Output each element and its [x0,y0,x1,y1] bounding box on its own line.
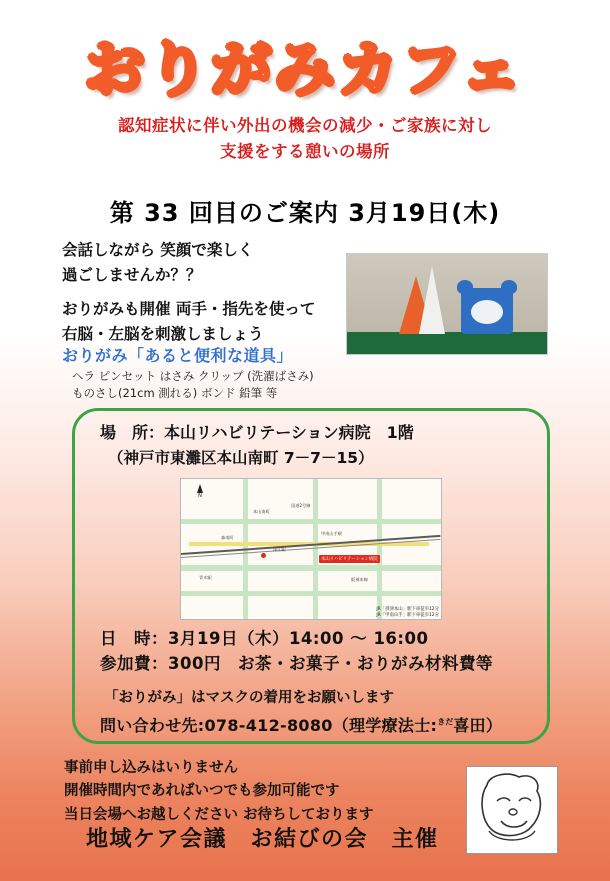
map-label-2: 国道2号線 [291,503,311,508]
note-line-3: 当日会場へお越しください お待ちしております [64,806,374,823]
photo-green-mat [347,332,547,354]
lead-line-2: 過ごしませんか？？ [62,266,202,285]
mascot-face-icon [467,767,555,851]
map-north-indicator [197,484,203,499]
event-datetime: 日 時：3月19日（木）14:00 ～ 16:00 [100,629,429,648]
origami-white-figure [419,266,445,334]
lead-line-1: 会話しながら 笑顔で楽しく [62,241,254,259]
map-footnote-line-2: JR「甲南山手」駅下車徒歩12分 [376,612,439,618]
map-hospital-callout: 本山リハビリテーション病院 [321,557,378,562]
map-station-marker [261,553,266,558]
map-label-1: 甲南山手駅 [321,531,342,536]
organizer-line: 地域ケア会議 お結びの会 主催 [86,827,439,852]
map-label-5: 青木駅 [199,575,212,580]
bottom-notes [64,757,464,827]
venue-address: （神戸市東灘区本山南町 7－7－15） [108,448,374,467]
lead-text-block [62,238,362,288]
page-title: おりがみカフェ [85,35,525,104]
poster-subtitle [0,113,610,164]
activity-line-2: 右脳・左脳を刺激しましょう [62,325,264,344]
origami-panda-face [471,300,503,324]
subtitle-line-1: 認知症状に伴い外出の機会の減少・ご家族に対し [118,116,492,135]
origami-photo [346,253,548,355]
tools-line-2: ものさし(21cm 測れる) ボンド 鉛筆 等 [72,386,278,401]
mascot-illustration [466,766,558,854]
map-road-north [181,519,441,524]
map-label-6: 阪神本線 [351,577,368,582]
mask-notice: 「おりがみ」はマスクの着用をお願いします [104,690,394,706]
map-road-vertical-center [313,479,318,619]
venue-value: 本山リハビリテーション病院 1階 [164,423,414,442]
event-fee: 参加費：300円 お茶・お菓子・おりがみ材料費等 [100,654,493,673]
map-road-south [181,591,441,596]
contact-text: 問い合わせ先:078-412-8080（理学療法士:$^{きだ}$喜田） [100,716,503,735]
map-road-vertical-east [377,479,382,619]
origami-tools-heading: おりがみ「あると便利な道具」 [62,346,294,365]
session-heading: 第 33 回目のご案内 3月19日(木) [109,199,501,227]
subtitle-line-2: 支援をする憩いの場所 [220,141,390,161]
note-line-2: 開催時間内であればいつでも参加可能です [64,783,340,800]
map-label-3: 森南町 [221,535,234,540]
map-label-4: 深江駅 [273,547,286,552]
map-background [181,479,441,619]
venue-map [180,478,442,620]
north-label: N [198,493,202,499]
note-line-1: 事前申し込みはいりません [64,760,238,776]
map-road-middle [181,565,441,571]
origami-tools-list [72,368,402,403]
map-footnote-line-1: JR「摂津本山」駅下車徒歩12分 [376,607,439,612]
contact-info [100,713,550,736]
activity-line-1: おりがみも開催 両手・指先を使って [62,300,316,318]
activity-text-block [62,297,372,347]
north-arrow-icon [197,484,203,493]
map-label-0: 本山南町 [253,509,270,514]
tools-line-1: ヘラ ピンセット はさみ クリップ (洗濯ばさみ) [72,369,314,383]
poster-title-wrap [0,22,610,107]
venue-block [100,420,540,470]
venue-label: 場 所： [100,423,165,442]
map-footnote [376,607,439,618]
